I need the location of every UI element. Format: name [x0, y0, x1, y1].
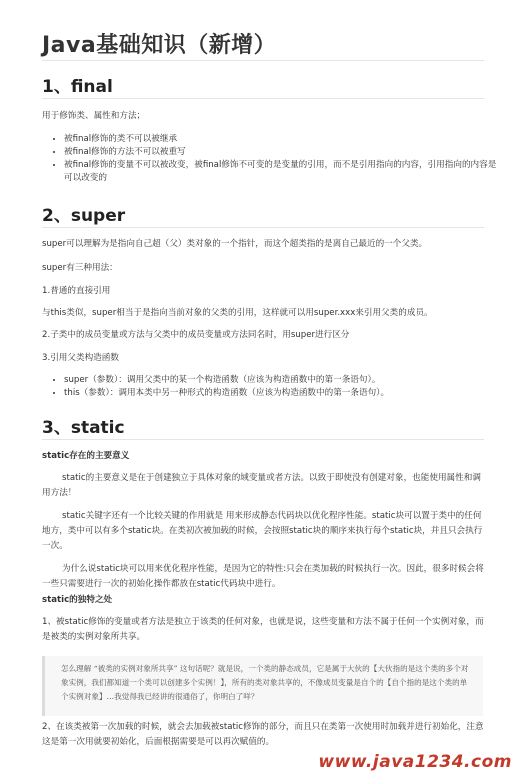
super-paragraph-6: 3.引用父类构造函数: [42, 353, 119, 363]
static-paragraph-4: 1、被static修饰的变量或者方法是独立于该类的任何对象，也就是说，这些变量和方法不属于任何一个实例对象，而是被类的实例对象所共享。: [42, 617, 484, 642]
list-item: • this（参数）：调用本类中另一种形式的构造函数（应该为构造函数中的第一条语句）。: [64, 387, 498, 400]
section-divider-static: [42, 439, 484, 440]
super-paragraph-2: super有三种用法：: [42, 263, 118, 273]
super-paragraph-3: 1.普通的直接引用: [42, 286, 111, 296]
final-bullet-list: [50, 133, 498, 185]
section-heading-static: 3、static: [42, 418, 125, 438]
list-item: • 被final修饰的变量不可以被改变，被final修饰不可变的是变量的引用，而不是引用指向的内容，引用指向的内容是可以改变的: [64, 159, 498, 185]
super-paragraph-4: 与this类似，super相当于是指向当前对象的父类的引用，这样就可以用super.xxx来引用父类的成员。: [42, 308, 433, 318]
static-blockquote: 怎么理解 “被类的实例对象所共享” 这句话呢？就是说，一个类的静态成员，它是属于大伙的【大伙指的是这个类的多个对象实例，我们都知道一个类可以创建多个实例！】，所有的类对象共享的，不像成员变量是自个的【自个指的是这个类的单个实例对象】…我觉得我已经讲的很通俗了，你明白了咩？: [42, 656, 483, 716]
list-item: • 被final修饰的类不可以被继承: [64, 133, 498, 146]
list-item: • super（参数）：调用父类中的某一个构造函数（应该为构造函数中的第一条语句）。: [64, 374, 498, 387]
static-paragraph-3: 为什么说static块可以用来优化程序性能，是因为它的特性:只会在类加载的时候执行一次。因此，很多时候会将一些只需要进行一次的初始化操作都放在static代码块中进行。: [42, 564, 484, 589]
section-heading-final: 1、final: [42, 77, 113, 97]
static-paragraph-1: static的主要意义是在于创建独立于具体对象的域变量或者方法。以致于即使没有创建对象，也能使用属性和调用方法！: [42, 473, 481, 498]
section-divider-final: [42, 98, 484, 99]
section-heading-super: 2、super: [42, 206, 126, 226]
super-paragraph-5: 2.子类中的成员变量或方法与父类中的成员变量或方法同名时，用super进行区分: [42, 330, 350, 340]
static-subheading-meaning: static存在的主要意义: [42, 451, 130, 461]
static-subheading-unique: static的独特之处: [42, 595, 113, 605]
static-paragraph-5: 2、在该类被第一次加载的时候，就会去加载被static修饰的部分，而且只在类第一次使用时加载并进行初始化，注意这是第一次用就要初始化，后面根据需要是可以再次赋值的。: [42, 722, 484, 747]
final-intro: 用于修饰类、属性和方法；: [42, 111, 146, 121]
watermark: www.java1234.com: [318, 752, 512, 772]
page-title: Java基础知识（新增）: [42, 33, 277, 58]
title-divider: [42, 60, 484, 61]
super-paragraph-1: super可以理解为是指向自己超（父）类对象的一个指针，而这个超类指的是离自己最近的一个父类。: [42, 239, 428, 249]
section-divider-super: [42, 227, 484, 228]
super-bullet-list: [50, 374, 498, 400]
static-paragraph-2: static关键字还有一个比较关键的作用就是 用来形成静态代码块以优化程序性能。static块可以置于类中的任何地方，类中可以有多个static块。在类初次被加载的时候，会按照static块的顺序来执行每个static块，并且只会执行一次。: [42, 511, 483, 551]
list-item: • 被final修饰的方法不可以被重写: [64, 146, 498, 159]
